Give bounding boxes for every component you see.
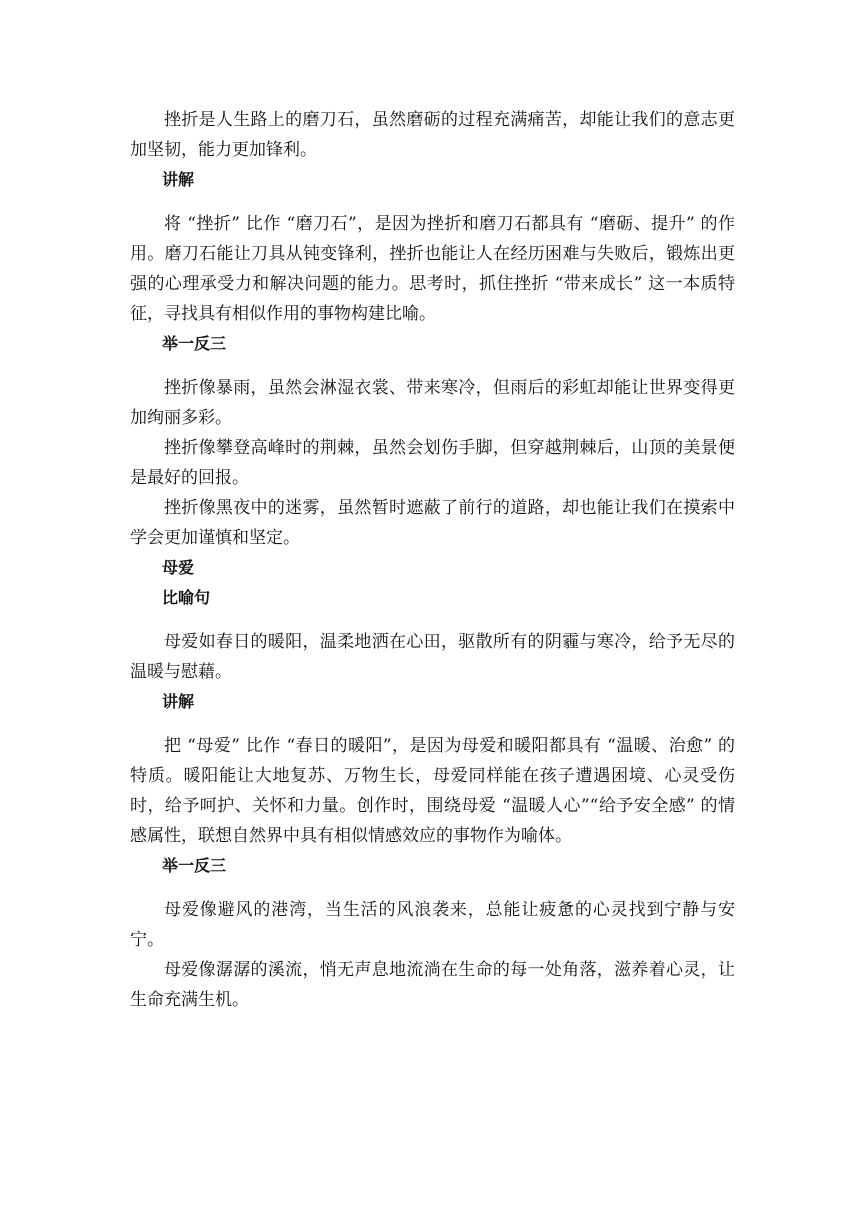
cuozhe-example-3: 挫折像黑夜中的迷雾，虽然暂时遮蔽了前行的道路，却也能让我们在摸索中学会更加谨慎和坚定。: [130, 498, 735, 548]
cuozhe-examples-heading: 举一反三: [162, 334, 227, 353]
muai-metaphor-heading: 比喻句: [162, 588, 211, 607]
cuozhe-example-1: 挫折像暴雨，虽然会淋湿衣裳、带来寒冷，但雨后的彩虹却能让世界变得更加绚丽多彩。: [130, 378, 735, 428]
muai-example-1: 母爱像避风的港湾，当生活的风浪袭来，总能让疲惫的心灵找到宁静与安宁。: [130, 900, 735, 950]
cuozhe-example-2: 挫折像攀登高峰时的荆棘，虽然会划伤手脚，但穿越荆棘后，山顶的美景便是最好的回报。: [130, 438, 735, 488]
cuozhe-explain-heading: 讲解: [162, 170, 195, 189]
muai-section-title: 母爱: [162, 558, 195, 577]
cuozhe-explain-text: 将 “挫折” 比作 “磨刀石”，是因为挫折和磨刀石都具有 “磨砺、提升” 的作用。磨刀石能让刀具从钝变锋利，挫折也能让人在经历困难与失败后，锻炼出更强的心理承受力和解决问题的能力。思考时，抓住挫折 “带来成长” 这一本质特征，寻找具有相似作用的事物构建比喻。: [130, 214, 735, 324]
muai-examples-heading: 举一反三: [162, 856, 227, 875]
cuozhe-metaphor-sentence: 挫折是人生路上的磨刀石，虽然磨砺的过程充满痛苦，却能让我们的意志更加坚韧，能力更加锋利。: [130, 110, 735, 160]
document-body: [130, 105, 735, 1015]
muai-metaphor-sentence: 母爱如春日的暖阳，温柔地洒在心田，驱散所有的阴霾与寒冷，给予无尽的温暖与慰藉。: [130, 632, 735, 682]
muai-example-2: 母爱像潺潺的溪流，悄无声息地流淌在生命的每一处角落，滋养着心灵，让生命充满生机。: [130, 960, 735, 1010]
muai-explain-text: 把 “母爱” 比作 “春日的暖阳”，是因为母爱和暖阳都具有 “温暖、治愈” 的特质。暖阳能让大地复苏、万物生长，母爱同样能在孩子遭遇困境、心灵受伤时，给予呵护、关怀和力量。创作时，围绕母爱 “温暖人心”“给予安全感” 的情感属性，联想自然界中具有相似情感效应的事物作为喻体。: [130, 736, 735, 846]
muai-explain-heading: 讲解: [162, 692, 195, 711]
